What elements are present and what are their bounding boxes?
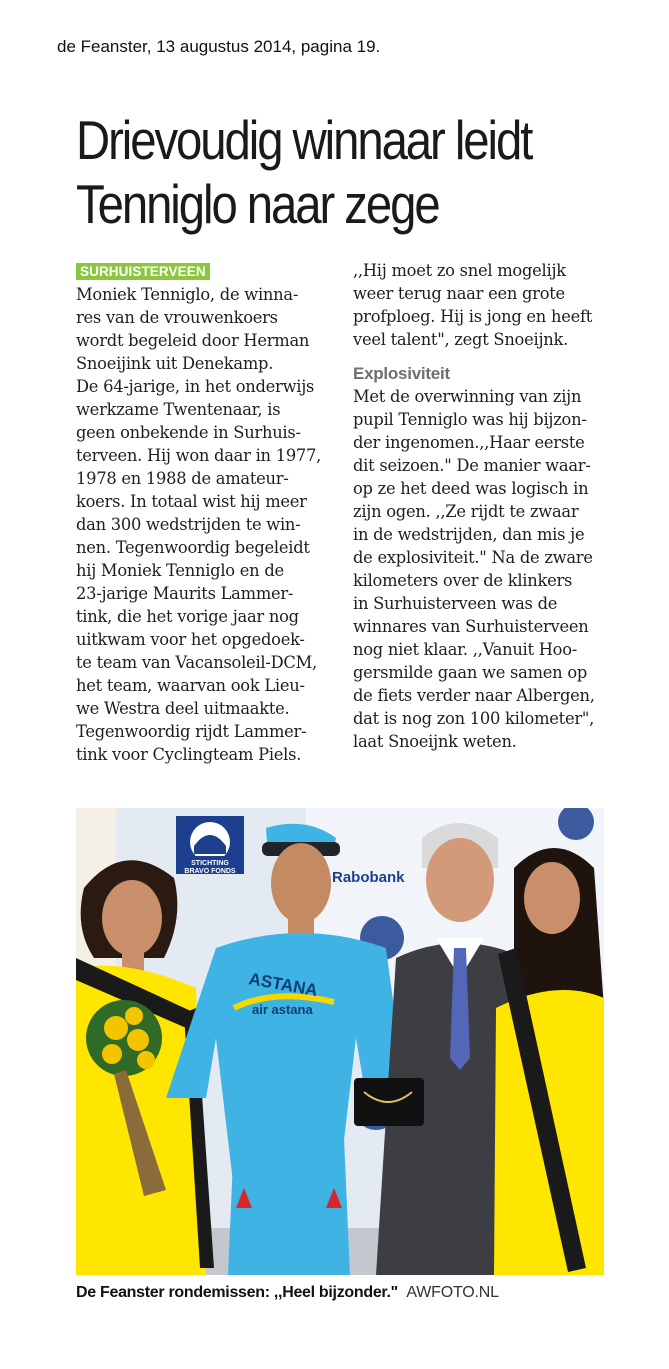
podium-photo: [76, 808, 604, 1275]
text-line: in Surhuisterveen was de: [353, 594, 558, 613]
foundation-logo: [176, 816, 244, 875]
caption-text: De Feanster rondemissen: ,,Heel bijzonder.": [76, 1284, 398, 1301]
text-line: Tegenwoordig rijdt Lammer-: [76, 722, 307, 741]
text-line: nen. Tegenwoordig begeleidt: [76, 538, 310, 557]
sponsor-logo: [326, 860, 406, 886]
text-line: dit seizoen." De manier waar-: [353, 456, 591, 475]
right-column-text: [353, 385, 617, 753]
headline-line-1: Drievoudig winnaar leidt: [76, 109, 532, 171]
text-line: winnares van Surhuisterveen: [353, 617, 589, 636]
text-line: in de wedstrijden, dan mis je: [353, 525, 585, 544]
text-line: Met de overwinning van zijn: [353, 387, 582, 406]
text-line: het team, waarvan ook Lieu-: [76, 676, 305, 695]
text-line: 1978 en 1988 de amateur-: [76, 469, 289, 488]
text-line: res van de vrouwenkoers: [76, 308, 278, 327]
text-line: tink, die het vorige jaar nog: [76, 607, 299, 626]
sponsor-logo-text: Rabobank: [332, 869, 405, 886]
jersey-brand-text: ASTANA: [247, 969, 320, 1001]
text-line: we Westra deel uitmaakte.: [76, 699, 290, 718]
text-line: De 64-jarige, in het onderwijs: [76, 377, 315, 396]
text-line: werkzame Twentenaar, is: [76, 400, 281, 419]
text-line: de explosiviteit." Na de zware: [353, 548, 593, 567]
podium-photo-illustration: [76, 808, 604, 1275]
text-line: 23-jarige Maurits Lammer-: [76, 584, 294, 603]
foundation-logo-text-1: STICHTING: [191, 860, 229, 867]
section-subhead: Explosiviteit: [353, 364, 450, 383]
text-line: geen onbekende in Surhuis-: [76, 423, 301, 442]
text-line: nog niet klaar. ,,Vanuit Hoo-: [353, 640, 578, 659]
text-line: profploeg. Hij is jong en heeft: [353, 307, 593, 326]
text-line: op ze het deed was logisch in: [353, 479, 589, 498]
text-line: de fiets verder naar Albergen,: [353, 686, 595, 705]
text-line: dan 300 wedstrijden te win-: [76, 515, 301, 534]
text-line: ,,Hij moet zo snel mogelijk: [353, 261, 566, 280]
text-line: der ingenomen.,,Haar eerste: [353, 433, 585, 452]
left-column-text: [76, 283, 338, 766]
text-line: weer terug naar een grote: [353, 284, 565, 303]
text-line: tink voor Cyclingteam Piels.: [76, 745, 302, 764]
article-headline: [76, 108, 575, 236]
article-column-left: [76, 259, 338, 766]
text-line: uitkwam voor het opgedoek-: [76, 630, 305, 649]
text-line: te team van Vacansoleil-DCM,: [76, 653, 317, 672]
foundation-logo-text-2: BRAVO FONDS: [184, 868, 236, 875]
source-reference: de Feanster, 13 augustus 2014, pagina 19.: [57, 37, 381, 56]
text-line: gersmilde gaan we samen op: [353, 663, 588, 682]
text-line: kilometers over de klinkers: [353, 571, 573, 590]
text-line: koers. In totaal wist hij meer: [76, 492, 307, 511]
article-column-right: [353, 259, 617, 753]
headline-line-2: Tenniglo naar zege: [76, 173, 439, 235]
text-line: terveen. Hij won daar in 1977,: [76, 446, 322, 465]
right-column-quote: [353, 259, 617, 351]
text-line: pupil Tenniglo was hij bijzon-: [353, 410, 587, 429]
jersey-sponsor-text: air astana: [252, 1002, 313, 1017]
photo-caption: [76, 1282, 499, 1304]
photo-credit: AWFOTO.NL: [406, 1284, 499, 1301]
text-line: zijn ogen. ,,Ze rijdt te zwaar: [353, 502, 579, 521]
text-line: wordt begeleid door Herman: [76, 331, 310, 350]
text-line: hij Moniek Tenniglo en de: [76, 561, 284, 580]
text-line: laat Snoeijnk weten.: [353, 732, 517, 751]
text-line: Moniek Tenniglo, de winna-: [76, 285, 299, 304]
text-line: veel talent", zegt Snoeijnk.: [353, 330, 569, 349]
text-line: dat is nog zon 100 kilometer",: [353, 709, 595, 728]
text-line: Snoeijink uit Denekamp.: [76, 354, 274, 373]
dateline-tag: SURHUISTERVEEN: [76, 263, 210, 280]
